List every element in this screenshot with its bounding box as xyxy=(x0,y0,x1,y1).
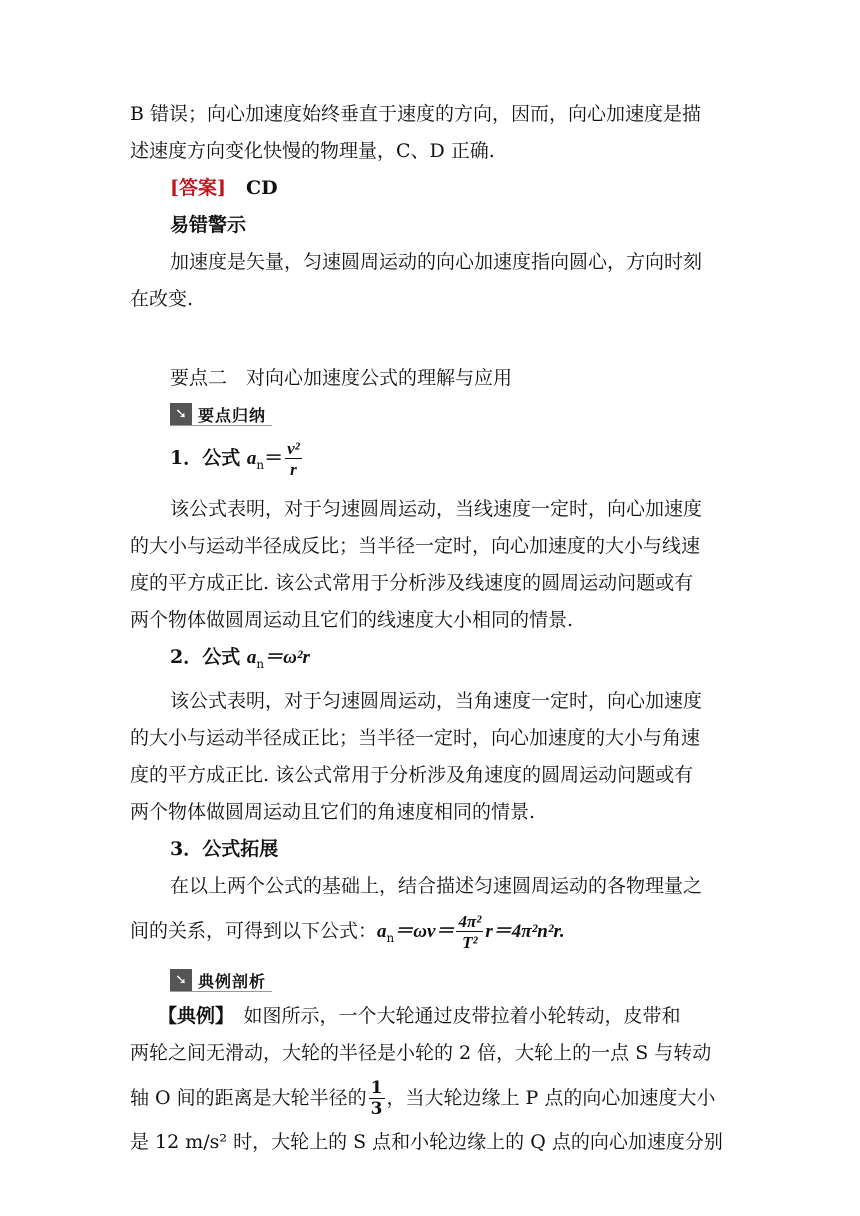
formula-label: 1．公式 xyxy=(170,447,241,469)
text-line: 的大小与运动半径成正比；当半径一定时，向心加速度的大小与角速 xyxy=(130,726,701,749)
text-line: B 错误；向心加速度始终垂直于速度的方向，因而，向心加速度是描 xyxy=(130,103,702,125)
text-line: 两个物体做圆周运动且它们的线速度大小相同的情景. xyxy=(130,608,574,631)
section-heading: 要点二 对向心加速度公式的理解与应用 xyxy=(170,367,513,389)
formula-var: a xyxy=(377,920,387,942)
example-line xyxy=(130,998,730,1035)
fraction-den: T² xyxy=(462,932,478,952)
warning-text: 加速度是矢量，匀速圆周运动的向心加速度指向圆心，方向时刻 xyxy=(170,251,703,273)
text-span: 间的关系，可得到以下公式： xyxy=(130,919,378,942)
formula-sub: n xyxy=(256,656,265,671)
answer-line xyxy=(130,170,730,207)
text-span: ，当大轮边缘上 P 点的向心加速度大小 xyxy=(386,1087,716,1110)
warning-text: 在改变. xyxy=(130,288,194,310)
text-line: 度的平方成正比. 该公式常用于分析涉及角速度的圆周运动问题或有 xyxy=(130,763,694,786)
text-line: 两个物体做圆周运动且它们的角速度相同的情景. xyxy=(130,800,536,823)
example-line-3 xyxy=(130,1072,730,1124)
fraction-den: 3 xyxy=(370,1099,383,1120)
text-span: 轴 O 间的距离是大轮半径的 xyxy=(130,1087,367,1110)
text-line: 在以上两个公式的基础上，结合描述匀速圆周运动的各物理量之 xyxy=(170,874,703,897)
answer-label: [答案] xyxy=(170,177,226,199)
formula-3-title: 3．公式拓展 xyxy=(170,837,279,860)
fraction xyxy=(456,913,483,951)
tag-label: 典例剖析 xyxy=(198,971,267,991)
tag-summary xyxy=(170,403,272,426)
formula-var: a xyxy=(246,646,257,668)
warning-title: 易错警示 xyxy=(170,214,247,236)
formula-sub: n xyxy=(256,457,265,472)
text-span: 如图所示，一个大轮通过皮带拉着小轮转动，皮带和 xyxy=(224,1005,681,1028)
formula-tail: r＝4π²n²r. xyxy=(485,920,565,942)
formula-rhs: ＝ω²r xyxy=(264,646,310,668)
text-line: 该公式表明，对于匀速圆周运动，当线速度一定时，向心加速度 xyxy=(170,497,703,520)
formula-1 xyxy=(130,432,730,491)
formula-var: a xyxy=(246,448,257,469)
text-line: 的大小与运动半径成反比；当半径一定时，向心加速度的大小与线速 xyxy=(130,534,701,557)
text-line: 是 12 m/s² 时，大轮上的 S 点和小轮边缘上的 Q 点的向心加速度分别 xyxy=(130,1131,723,1154)
formula-mid: ＝ωv＝ xyxy=(394,920,455,942)
text-line: 度的平方成正比. 该公式常用于分析涉及线速度的圆周运动问题或有 xyxy=(130,571,694,594)
text-line: 述速度方向变化快慢的物理量，C、D 正确. xyxy=(130,140,495,162)
formula-label: 2．公式 xyxy=(170,645,241,668)
document-page xyxy=(130,96,730,1161)
text-line: 该公式表明，对于匀速圆周运动，当角速度一定时，向心加速度 xyxy=(170,689,703,712)
formula-sub: n xyxy=(386,930,395,945)
text-line: 两轮之间无滑动，大轮的半径是小轮的 2 倍，大轮上的一点 S 与转动 xyxy=(130,1042,712,1065)
fraction-num: v² xyxy=(287,439,300,458)
fraction-den: r xyxy=(290,460,297,479)
fraction-num: 4π² xyxy=(458,911,482,931)
formula-3-line xyxy=(130,905,730,964)
arrow-icon: ➘ xyxy=(170,403,192,425)
formula-2 xyxy=(130,639,730,683)
fraction-num: 1 xyxy=(370,1078,383,1099)
fraction xyxy=(285,440,302,478)
tag-example xyxy=(170,969,272,992)
fraction xyxy=(369,1080,385,1118)
answer-value: CD xyxy=(246,177,278,199)
formula-eq: ＝ xyxy=(264,447,284,469)
tag-label: 要点归纳 xyxy=(198,405,267,425)
example-label: 【典例】 xyxy=(158,1005,225,1028)
arrow-icon: ➘ xyxy=(170,969,192,991)
